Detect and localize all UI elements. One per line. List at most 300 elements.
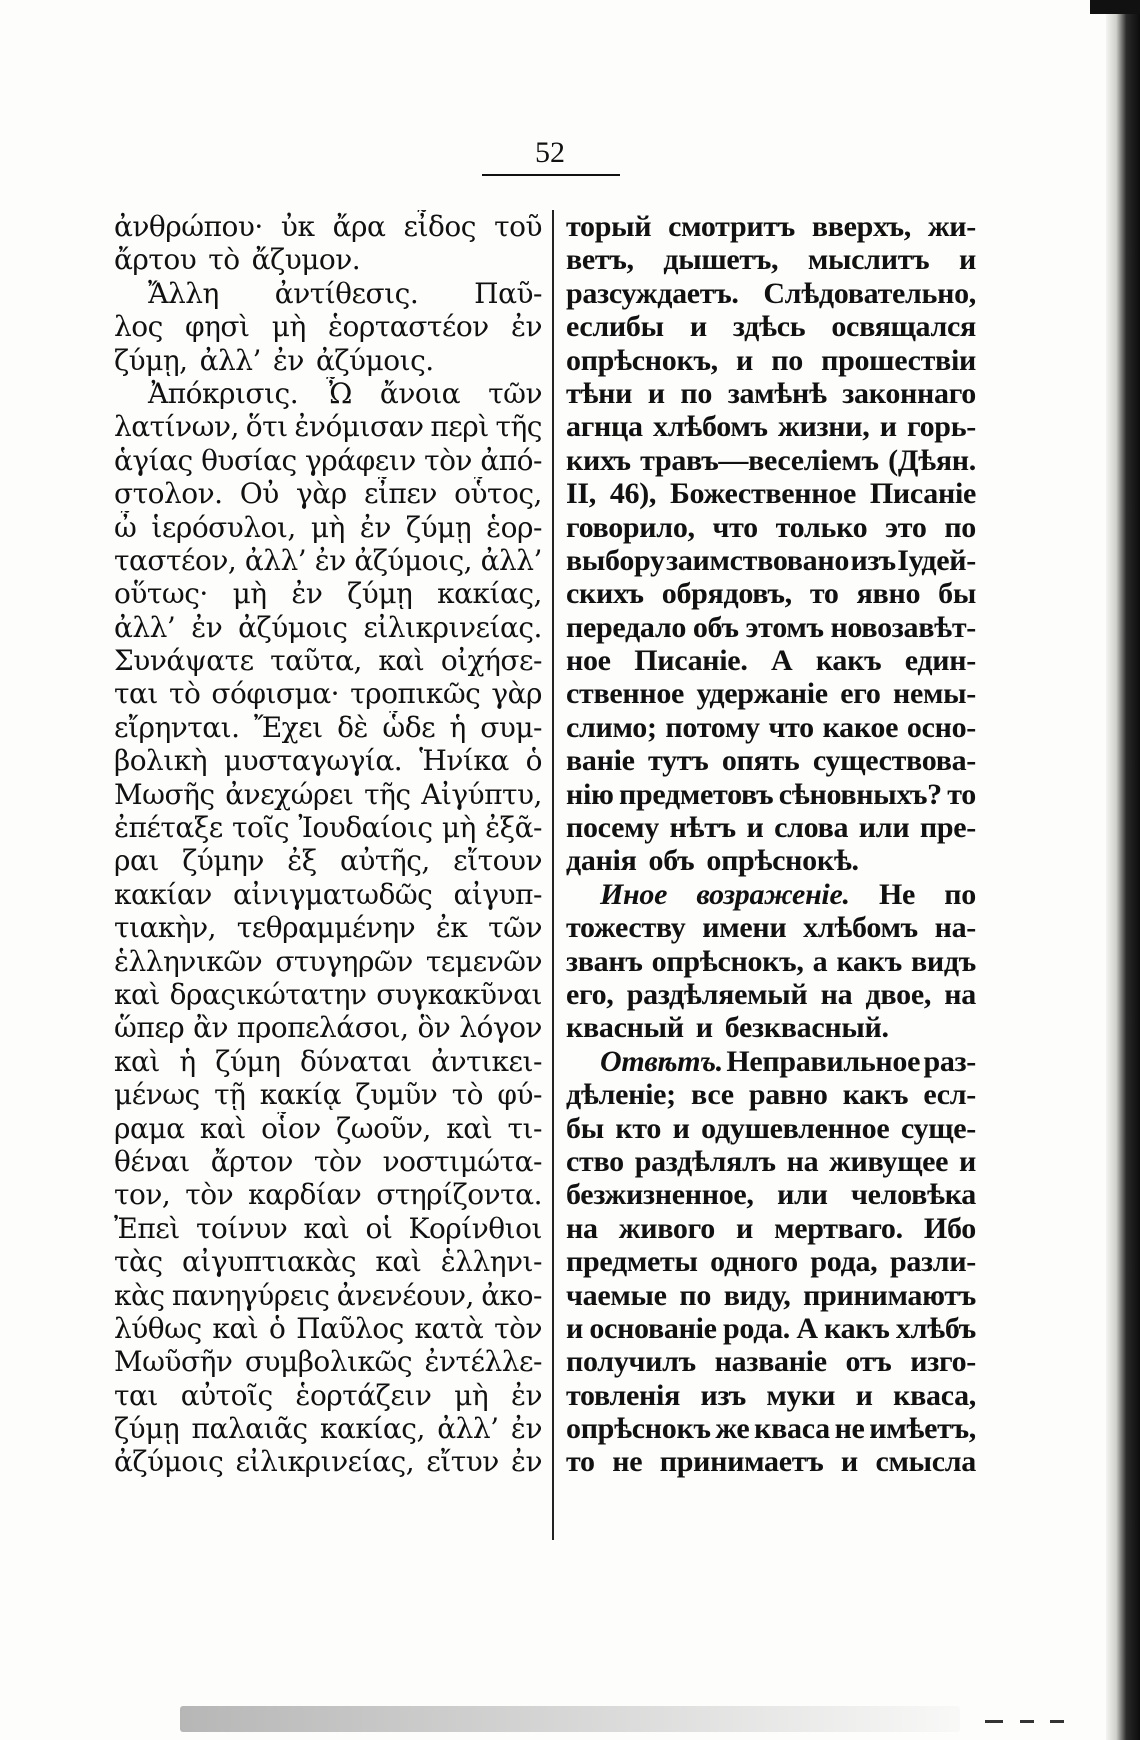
word: агнца xyxy=(566,410,643,444)
word: μυσταγωγία. xyxy=(223,744,403,778)
word: и xyxy=(647,376,665,410)
word: ἐν xyxy=(314,543,346,577)
word: τὸν xyxy=(185,1178,234,1212)
word: φύ- xyxy=(497,1078,542,1112)
word: ное xyxy=(566,644,611,678)
word: λόγον xyxy=(459,1011,542,1045)
word: по xyxy=(944,510,976,544)
word: τὸν xyxy=(313,1144,362,1178)
greek-line xyxy=(114,511,542,544)
russian-line xyxy=(566,1212,976,1245)
word: пре- xyxy=(919,811,976,845)
word: разсуждаетъ. xyxy=(566,276,739,310)
word: ἐν xyxy=(272,343,304,377)
word: συμ- xyxy=(480,710,542,744)
word: получилъ xyxy=(566,1345,696,1379)
word: мыслитъ xyxy=(807,243,930,277)
word: А xyxy=(796,1311,818,1345)
word: кто xyxy=(615,1111,662,1145)
word: ἡ xyxy=(449,710,466,744)
word: смысла xyxy=(875,1445,976,1479)
word: заимствовано xyxy=(666,543,850,577)
greek-line xyxy=(114,1412,542,1445)
greek-line xyxy=(114,1078,542,1111)
word: τῆς xyxy=(495,410,542,444)
word: οἰχήσε- xyxy=(440,644,542,678)
word: τῶν xyxy=(488,376,542,410)
word: ἄρτον xyxy=(210,1144,293,1178)
word: ἐκ xyxy=(435,911,468,945)
word: кихъ xyxy=(566,443,631,477)
word: это xyxy=(885,510,927,544)
word: Μωῦσῆν xyxy=(114,1345,233,1379)
russian-line xyxy=(566,410,976,443)
word: дѣленіе; xyxy=(566,1078,676,1112)
word: тѣни xyxy=(566,376,633,410)
word: νοστιμώτα- xyxy=(382,1144,542,1178)
page-number: 52 xyxy=(535,136,565,169)
word: какое xyxy=(822,710,899,744)
word: ὅτι xyxy=(245,410,288,444)
word: ἐντέλλε- xyxy=(424,1345,542,1379)
russian-line xyxy=(566,1178,976,1211)
word: какъ xyxy=(842,1078,909,1112)
word: στηρίζοντα. xyxy=(376,1178,542,1212)
russian-line xyxy=(566,210,976,243)
word: λος xyxy=(114,310,163,344)
word: καὶ xyxy=(446,1111,493,1145)
word: ται xyxy=(114,677,158,711)
word: γὰρ xyxy=(491,677,542,711)
word: πανηγύρεις xyxy=(171,1278,330,1312)
russian-column xyxy=(566,210,976,1479)
russian-line xyxy=(566,978,976,1011)
word: Ἡνίκα xyxy=(419,744,509,778)
word: жи- xyxy=(927,210,976,243)
word: а xyxy=(812,944,828,978)
greek-line xyxy=(114,911,542,944)
word: живущее xyxy=(829,1144,949,1178)
word: и xyxy=(695,1011,713,1045)
russian-line xyxy=(566,1445,976,1478)
greek-line xyxy=(114,611,542,644)
word: бы xyxy=(938,577,976,611)
word: говорило, xyxy=(566,510,695,544)
word: καὶ xyxy=(303,1211,350,1245)
word: на xyxy=(944,977,976,1011)
russian-line xyxy=(566,377,976,410)
word: есл- xyxy=(923,1078,976,1112)
word: ἀνενέουν, xyxy=(336,1278,474,1312)
word: бы xyxy=(566,1111,604,1145)
word: удержаніе xyxy=(696,677,828,711)
word: и xyxy=(879,410,897,444)
word: τοίνυν xyxy=(195,1211,288,1245)
scan-shadow xyxy=(180,1706,960,1732)
word: чаемые xyxy=(566,1278,667,1312)
word: ἐν xyxy=(291,577,323,611)
russian-line xyxy=(566,1312,976,1345)
word: ζύμῃ xyxy=(114,1412,180,1446)
word: квасный xyxy=(566,1011,684,1045)
word: ваніе xyxy=(566,744,635,778)
word: хлѣбомъ xyxy=(653,410,768,444)
word: и xyxy=(746,811,764,845)
russian-line xyxy=(566,945,976,978)
word: δραςικώτατην xyxy=(169,977,367,1011)
word: по xyxy=(944,877,976,911)
word: ἀζύμοις xyxy=(238,610,348,644)
word: ζύμην xyxy=(182,844,264,878)
word: хлѣбъ xyxy=(895,1311,976,1345)
word: принимаютъ xyxy=(803,1278,976,1312)
word: А xyxy=(771,644,793,678)
word: и xyxy=(959,1144,976,1178)
word: οὗτος, xyxy=(454,477,542,511)
word: названіе xyxy=(714,1345,827,1379)
greek-line xyxy=(114,1279,542,1312)
greek-line xyxy=(114,444,542,477)
word: Συνάψατε xyxy=(114,644,254,678)
word: раздѣлялъ xyxy=(634,1144,776,1178)
word: ὥπερ xyxy=(114,1011,185,1045)
word: предметы xyxy=(566,1245,698,1279)
word: ἐν xyxy=(191,610,223,644)
word: или xyxy=(858,811,910,845)
book-binding-edge xyxy=(1106,0,1140,1740)
greek-line xyxy=(114,377,542,410)
word: ἐνόμισαν xyxy=(294,410,424,444)
word: видъ xyxy=(911,944,976,978)
word: τοῖς xyxy=(232,811,290,845)
word: осно- xyxy=(906,710,976,744)
greek-line xyxy=(114,1045,542,1078)
word: нѣтъ xyxy=(669,811,736,845)
word: ἁγίας xyxy=(114,443,193,477)
word: ἑορταστέον xyxy=(327,310,489,344)
word: οἷον xyxy=(261,1111,321,1145)
word: изъ xyxy=(850,543,896,577)
word: опрѣснокъ, xyxy=(651,944,804,978)
word: здѣсь xyxy=(732,310,806,344)
word: κακίας, xyxy=(319,1412,425,1446)
word: Іудей- xyxy=(897,543,976,577)
russian-line xyxy=(566,243,976,276)
word: Ὦ xyxy=(326,376,352,410)
word: ἀντίθεσις. xyxy=(274,276,419,310)
word: и xyxy=(672,1111,690,1145)
word: ἐξ xyxy=(287,844,317,878)
word: ἐπέταξε xyxy=(114,811,223,845)
word: имени xyxy=(702,911,787,945)
word: существова- xyxy=(812,744,976,778)
word: по xyxy=(679,1278,712,1312)
russian-line xyxy=(566,611,976,644)
word: κακίᾳ xyxy=(259,1078,342,1112)
word: ἐν xyxy=(510,310,542,344)
word: посему xyxy=(566,811,659,845)
word: θέναι xyxy=(114,1144,190,1178)
russian-line xyxy=(566,1412,976,1445)
russian-line xyxy=(566,310,976,343)
word: αὐτῆς, xyxy=(340,844,430,878)
word: ἀκο- xyxy=(481,1278,542,1312)
word: Ἐπεὶ xyxy=(114,1211,180,1245)
word: αὐτοῖς xyxy=(180,1378,273,1412)
word: τεμενῶν xyxy=(425,944,542,978)
word: только xyxy=(775,510,868,544)
greek-line xyxy=(114,277,542,310)
word: нію xyxy=(566,777,614,811)
word: ἑορ- xyxy=(486,510,542,544)
word: ἄζυμον. xyxy=(251,243,361,277)
word: θυσίας xyxy=(201,443,297,477)
word: по xyxy=(680,376,713,410)
word: ζυμῦν xyxy=(355,1078,438,1112)
word: законнаго xyxy=(842,376,976,410)
word: κὰς xyxy=(114,1278,165,1312)
word: γράφειν xyxy=(305,443,416,477)
word: λατίνων, xyxy=(114,410,239,444)
word: ἐν xyxy=(510,1412,542,1446)
word: званъ xyxy=(566,944,643,978)
greek-line xyxy=(114,1245,542,1278)
word: ὁ xyxy=(269,1311,286,1345)
scan-mark xyxy=(1020,1720,1034,1723)
word: какъ xyxy=(836,944,902,978)
word: τὸν xyxy=(494,1311,542,1345)
word: Ἀπόκρισις. xyxy=(148,376,299,410)
word: II, xyxy=(566,477,596,511)
word: дышетъ, xyxy=(663,243,779,277)
russian-line xyxy=(566,878,976,911)
word: σόφισμα· xyxy=(211,677,340,711)
word: Ἔχει xyxy=(253,710,323,744)
word: συμβολικῶς xyxy=(244,1345,413,1379)
word: ὧδε xyxy=(382,710,436,744)
word: Слѣдовательно, xyxy=(763,276,976,310)
word: данія xyxy=(566,844,637,878)
word: ραι xyxy=(114,844,159,878)
word: οὕτως· xyxy=(114,577,208,611)
word: ветъ, xyxy=(566,243,634,277)
word: и xyxy=(958,243,976,277)
greek-line xyxy=(114,945,542,978)
word: ἀλλ’ xyxy=(437,1412,499,1446)
word: на- xyxy=(934,911,976,945)
word: предметовъ xyxy=(619,777,774,811)
word: ἀλλ’ xyxy=(199,343,261,377)
word: ἀλλ’ xyxy=(480,543,542,577)
word: μὴ xyxy=(232,577,267,611)
russian-line xyxy=(566,277,976,310)
word: на xyxy=(820,977,853,1011)
russian-line xyxy=(566,1045,976,1078)
word: какъ xyxy=(824,1311,890,1345)
word: человѣка xyxy=(851,1178,976,1212)
word: ταῦτα, xyxy=(270,644,362,678)
word: τῇ xyxy=(214,1078,246,1112)
greek-line xyxy=(114,243,542,276)
word: смотритъ xyxy=(668,210,795,243)
word: αἰγυπτιακὰς xyxy=(182,1245,357,1279)
word: и xyxy=(566,1311,583,1345)
word: рода. xyxy=(723,1311,791,1345)
word: прошествіи xyxy=(821,343,976,377)
word: ὐκ xyxy=(280,210,315,243)
greek-line xyxy=(114,744,542,777)
word: αἰγυπ- xyxy=(453,877,542,911)
word: и xyxy=(840,1445,858,1479)
word: Иное xyxy=(600,877,668,911)
word: περὶ xyxy=(430,410,489,444)
word: един- xyxy=(904,644,976,678)
word: ἱερόσυλοι, xyxy=(151,510,296,544)
word: опять xyxy=(721,744,800,778)
word: ство xyxy=(566,1144,624,1178)
greek-line xyxy=(114,1212,542,1245)
word: какъ xyxy=(815,644,882,678)
russian-line xyxy=(566,1245,976,1278)
greek-line xyxy=(114,310,542,343)
word: ζύμῃ xyxy=(347,577,413,611)
greek-line xyxy=(114,1112,542,1145)
greek-line xyxy=(114,844,542,877)
word: Οὐ xyxy=(239,477,279,511)
word: товленія xyxy=(566,1378,680,1412)
scan-mark xyxy=(985,1720,1003,1723)
word: раздѣляемый xyxy=(626,977,808,1011)
word: опрѣснокъ xyxy=(566,1412,711,1446)
russian-line xyxy=(566,1112,976,1145)
word: τὸ xyxy=(451,1078,484,1112)
word: этомъ xyxy=(745,610,824,644)
russian-line xyxy=(566,444,976,477)
word: ἀλλ’ xyxy=(114,610,176,644)
word: слимо; xyxy=(566,710,657,744)
word: μὴ xyxy=(454,1378,489,1412)
word: безжизненное, xyxy=(566,1178,754,1212)
word: Божественное xyxy=(670,477,856,511)
word: Κορίνθιοι xyxy=(408,1211,542,1245)
word: опрѣснокъ, xyxy=(566,343,718,377)
russian-line xyxy=(566,911,976,944)
word: Μωσῆς xyxy=(114,777,215,811)
word: Отвѣтъ. xyxy=(600,1044,723,1078)
word: имѣетъ, xyxy=(869,1412,976,1446)
word: объ xyxy=(692,610,739,644)
russian-line xyxy=(566,677,976,710)
word: изго- xyxy=(910,1345,976,1379)
word: προπελάσοι, xyxy=(236,1011,409,1045)
word: вверхъ, xyxy=(811,210,911,243)
word: τῶν xyxy=(488,911,542,945)
russian-line xyxy=(566,744,976,777)
word: Писаніе xyxy=(869,477,976,511)
word: основаніе xyxy=(589,1311,717,1345)
column-divider xyxy=(552,210,554,1540)
russian-line xyxy=(566,477,976,510)
russian-line xyxy=(566,577,976,610)
word: его, xyxy=(566,977,614,1011)
word: καρδίαν xyxy=(248,1178,362,1212)
word: εἶπεν xyxy=(363,477,437,511)
greek-line xyxy=(114,677,542,710)
word: хлѣбомъ xyxy=(803,911,918,945)
greek-line xyxy=(114,711,542,744)
word: безквасный. xyxy=(724,1011,889,1045)
word: κακίαν xyxy=(114,877,212,911)
greek-line xyxy=(114,778,542,811)
word: новозавѣт- xyxy=(830,610,976,644)
greek-line xyxy=(114,1445,542,1478)
word: Παῦ- xyxy=(474,276,542,310)
word: ственное xyxy=(566,677,685,711)
word: ἀζύμοις, xyxy=(354,543,473,577)
greek-line xyxy=(114,1345,542,1378)
word: не xyxy=(834,1412,865,1446)
word: то xyxy=(566,1445,595,1479)
word: εἰλικρινείας. xyxy=(363,610,542,644)
word: ταστέον, xyxy=(114,543,237,577)
word: Ἰουδαίοις xyxy=(298,811,433,845)
russian-line xyxy=(566,1145,976,1178)
word: εἰλικρινείας, xyxy=(235,1445,415,1479)
word: же xyxy=(715,1412,750,1446)
word: εἴτουν xyxy=(453,844,542,878)
word: ἀζύμοις xyxy=(114,1445,224,1479)
russian-line xyxy=(566,644,976,677)
word: раз- xyxy=(923,1044,976,1078)
word: γὰρ xyxy=(296,477,347,511)
word: Писаніе. xyxy=(634,644,748,678)
word: δύναται xyxy=(299,1044,412,1078)
word: ἡ xyxy=(179,1044,196,1078)
word: τῆς xyxy=(364,777,411,811)
word: мертваго. xyxy=(774,1211,903,1245)
greek-column xyxy=(114,210,542,1479)
word: ἑορτάζειν xyxy=(295,1378,432,1412)
word: изъ xyxy=(700,1378,746,1412)
russian-line xyxy=(566,711,976,744)
word: ραμα xyxy=(114,1111,185,1145)
word: одного xyxy=(710,1245,798,1279)
header-rule xyxy=(482,174,620,176)
word: Αἰγύπτυ, xyxy=(421,777,542,811)
word: ζύμῃ xyxy=(405,510,472,544)
greek-line xyxy=(114,644,542,677)
word: καὶ xyxy=(375,1245,422,1279)
word: живого xyxy=(618,1211,715,1245)
word: συγκακῦναι xyxy=(376,977,542,1011)
word: καὶ xyxy=(378,644,425,678)
word: и xyxy=(689,310,707,344)
word: равно xyxy=(748,1078,828,1112)
word: Ибо xyxy=(923,1211,976,1245)
word: по xyxy=(771,343,803,377)
binding-top-edge xyxy=(1090,0,1140,14)
russian-line xyxy=(566,778,976,811)
greek-line xyxy=(114,577,542,610)
word: Ἄλλη xyxy=(148,276,219,310)
word: ἑλληνικῶν xyxy=(114,944,263,978)
word: явно xyxy=(856,577,921,611)
word: и xyxy=(736,1211,754,1245)
word: принимаетъ xyxy=(659,1445,824,1479)
greek-line xyxy=(114,1379,542,1412)
russian-line xyxy=(566,1379,976,1412)
word: опрѣснокѣ. xyxy=(706,844,859,878)
